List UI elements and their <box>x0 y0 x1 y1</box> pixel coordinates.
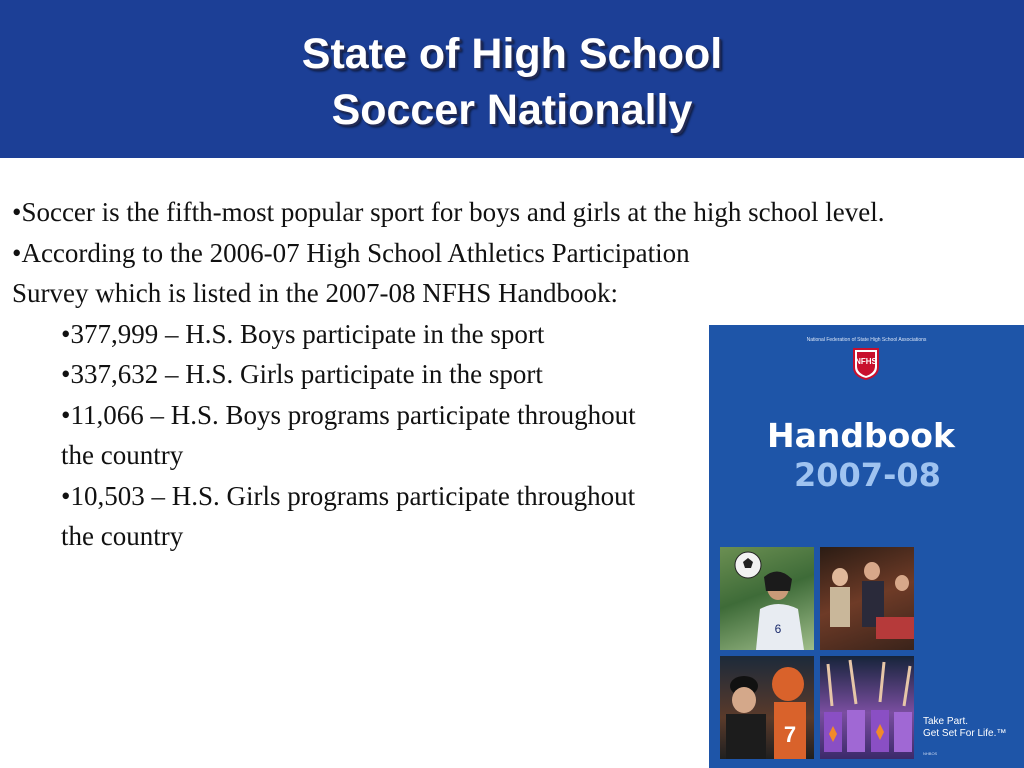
title-banner <box>0 0 1024 158</box>
dance-team-photo <box>820 656 914 759</box>
sub-bullet-item: •337,632 – H.S. Girls participate in the sport <box>61 359 543 389</box>
title-line-1: State of High School <box>301 30 723 78</box>
soccer-photo <box>720 547 814 650</box>
slide-title <box>0 26 1024 138</box>
tagline-line-1: Take Part. <box>923 716 969 727</box>
svg-text:6: 6 <box>774 622 782 636</box>
handbook-cover-image <box>709 325 1024 768</box>
cover-tagline <box>923 716 1006 740</box>
tagline-line-2: Get Set For Life.™ <box>923 728 1007 739</box>
sub-bullet-item: •10,503 – H.S. Girls programs participate throughout the country <box>61 480 636 551</box>
title-line-2: Soccer Nationally <box>331 86 693 134</box>
bullet-item: •Soccer is the fifth-most popular sport for boys and girls at the high school level. <box>12 197 885 227</box>
logo-text: NFHS <box>855 357 877 366</box>
sub-bullet-item: •11,066 – H.S. Boys programs participate throughout the country <box>61 399 636 470</box>
cover-year: 2007-08 <box>794 456 941 494</box>
dance-team-illustration <box>820 656 914 759</box>
soccer-player-illustration <box>720 547 814 650</box>
cover-org-name: National Federation of State High School Associations <box>806 337 927 343</box>
nfhs-shield-logo <box>852 347 880 380</box>
drama-scene-illustration <box>820 547 914 650</box>
svg-text:7: 7 <box>783 722 797 747</box>
cover-code: NHBOS <box>923 751 938 756</box>
bullet-item: •According to the 2006-07 High School Athletics Participation Survey which is listed in the 2007-08 NFHS Handbook: <box>12 237 690 308</box>
cover-title: Handbook <box>767 416 955 455</box>
football-photo <box>720 656 814 759</box>
football-illustration <box>720 656 814 759</box>
drama-photo <box>820 547 914 650</box>
sub-bullet-item: •377,999 – H.S. Boys participate in the sport <box>61 318 545 349</box>
